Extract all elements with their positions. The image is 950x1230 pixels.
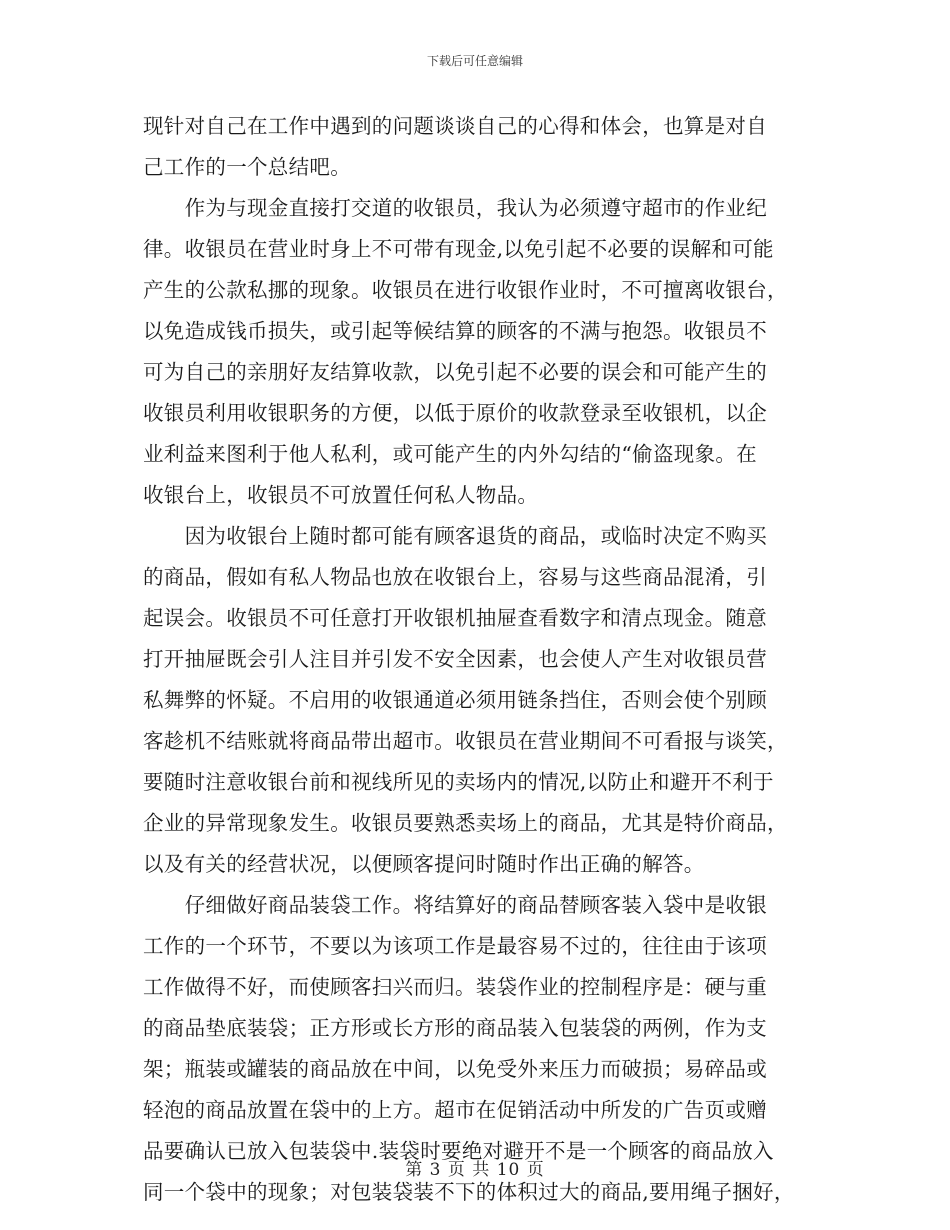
text-line: 收银员利用收银职务的方便，以低于原价的收款登录至收银机，以企 [143, 401, 767, 425]
text-line: 以免造成钱币损失，或引起等候结算的顾客的不满与抱怨。收银员不 [143, 319, 767, 343]
text-line: 工作的一个环节，不要以为该项工作是最容易不过的，往往由于该项 [143, 934, 767, 958]
text-line: 作为与现金直接打交道的收银员，我认为必须遵守超市的作业纪 [143, 196, 767, 220]
text-line: 客趁机不结账就将商品带出超市。收银员在营业期间不可看报与谈笑， [143, 729, 788, 753]
document-body [143, 106, 823, 1213]
text-line: 轻泡的商品放置在袋中的上方。超市在促销活动中所发的广告页或赠 [143, 1098, 767, 1122]
text-line: 己工作的一个总结吧。 [143, 155, 351, 179]
text-line: 产生的公款私挪的现象。收银员在进行收银作业时，不可擅离收银台， [143, 278, 788, 302]
text-line: 要随时注意收银台前和视线所见的卖场内的情况,以防止和避开不利于 [143, 770, 774, 794]
text-line: 起误会。收银员不可任意打开收银机抽屉查看数字和清点现金。随意 [143, 606, 767, 630]
text-line: 以及有关的经营状况，以便顾客提问时随时作出正确的解答。 [143, 852, 705, 876]
text-line: 私舞弊的怀疑。不启用的收银通道必须用链条挡住，否则会使个别顾 [143, 688, 767, 712]
page-header: 下载后可任意编辑 [426, 54, 523, 68]
text-line: 品要确认已放入包装袋中.装袋时要绝对避开不是一个顾客的商品放入 [143, 1139, 774, 1163]
text-line: 工作做得不好，而使顾客扫兴而归。装袋作业的控制程序是：硬与重 [143, 975, 767, 999]
text-line: 因为收银台上随时都可能有顾客退货的商品，或临时决定不购买 [143, 524, 767, 548]
text-line: 的商品垫底装袋；正方形或长方形的商品装入包装袋的两例，作为支 [143, 1016, 767, 1040]
text-line: 打开抽屉既会引人注目并引发不安全因素，也会使人产生对收银员营 [143, 647, 767, 671]
text-line: 仔细做好商品装袋工作。将结算好的商品替顾客装入袋中是收银 [143, 893, 767, 917]
page-footer: 第 3 页 共 10 页 [405, 1160, 545, 1180]
text-line: 企业的异常现象发生。收银员要熟悉卖场上的商品，尤其是特价商品， [143, 811, 788, 835]
text-line: 收银台上，收银员不可放置任何私人物品。 [143, 483, 539, 507]
text-line: 业利益来图利于他人私利，或可能产生的内外勾结的“偷盗现象。在 [143, 442, 757, 466]
text-line: 律。收银员在营业时身上不可带有现金,以免引起不必要的误解和可能 [143, 237, 774, 261]
text-line: 的商品，假如有私人物品也放在收银台上，容易与这些商品混淆，引 [143, 565, 767, 589]
text-line: 可为自己的亲朋好友结算收款，以免引起不必要的误会和可能产生的 [143, 360, 767, 384]
text-line: 架；瓶装或罐装的商品放在中间，以免受外来压力而破损；易碎品或 [143, 1057, 767, 1081]
text-line: 同一个袋中的现象；对包装袋装不下的体积过大的商品,要用绳子捆好， [143, 1180, 795, 1204]
text-line: 现针对自己在工作中遇到的问题谈谈自己的心得和体会，也算是对自 [143, 114, 767, 138]
